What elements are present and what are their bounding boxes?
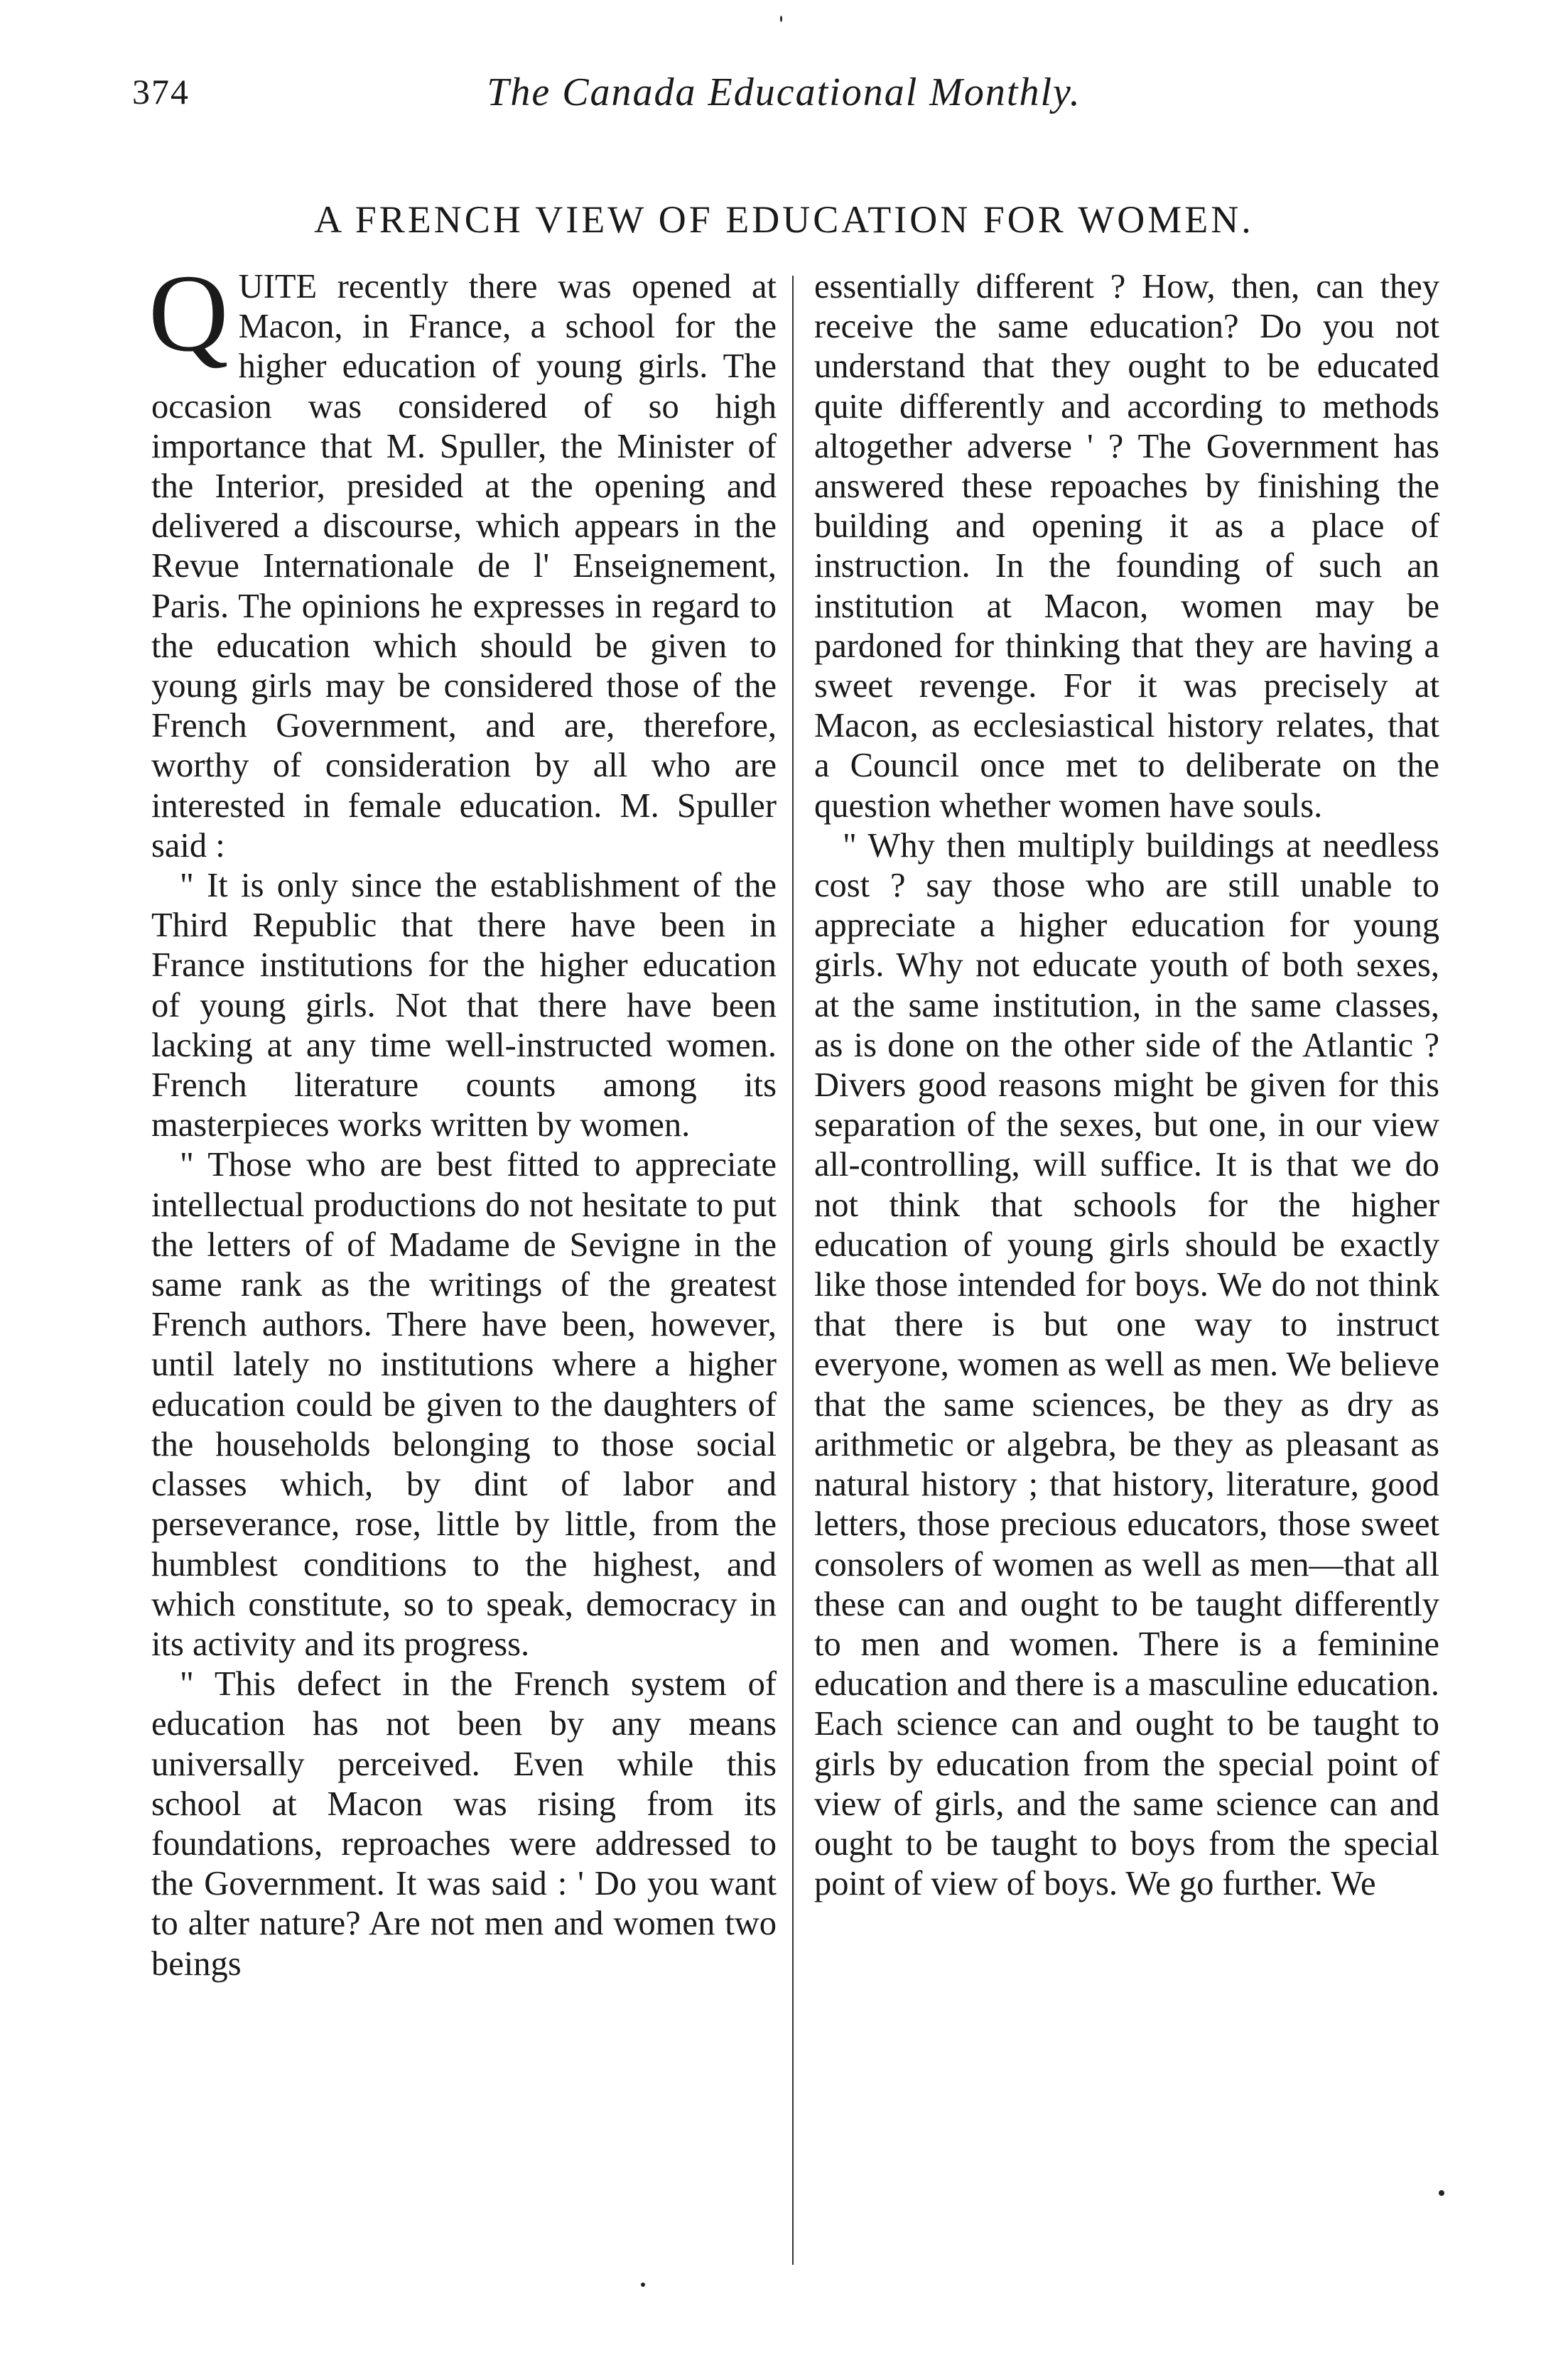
paragraph-4: " This defect in the French system of education has not been by any means universally perceived. Even while this school at Macon was rising from its foundations, reproaches were addressed to the Government. It was said : ' Do you want to alter nature? Are not men and women two beings: [151, 1665, 777, 1983]
paragraph-1: [148, 251, 777, 866]
running-title: The Canada Educational Monthly.: [487, 70, 1081, 114]
column-rule: [792, 276, 794, 2265]
print-speck-corner: [1439, 2190, 1444, 2196]
paragraph-3: " Those who are best fitted to appreciate intellectual productions do not hesitate to put the letters of of Madame de Sevigne in the same rank as the writings of the greatest French authors. There have been, however, until lately no institutions where a higher education could be given to the daughters of the households belonging to those social classes which, by dint of labor and perseverance, rose, little by little, from the humblest conditions to the highest, and which constitute, so to speak, democracy in its activity and its progress.: [151, 1146, 777, 1663]
left-column: [148, 251, 777, 1984]
drop-cap: Q: [148, 251, 229, 374]
print-speck-top: [780, 16, 782, 22]
paragraph-6: " Why then multiply buildings at needless cost ? say those who are still unable to appreciate a higher education for young girls. Why not educate youth of both sexes, at the same institution, in the same classes, as is done on the other side of the Atlantic ? Divers good reasons might be given for this separation of the sexes, but one, in our view all-controlling, will suffice. It is that we do not think that schools for the higher education of young girls should be exactly like those intended for boys. We do not think that there is but one way to instruct everyone, women as well as men. We believe that the same sciences, be they as dry as arithmetic or algebra, be they as pleasant as natural history ; that history, literature, good letters, those precious educators, those sweet consolers of women as well as men—that all these can and ought to be taught differently to men and women. There is a feminine education and there is a masculine education. Each science can and ought to be taught to girls by education from the special point of view of girls, and the same science can and ought to be taught to boys from the special point of view of boys. We go further. We: [814, 826, 1440, 1903]
article-title: A FRENCH VIEW OF EDUCATION FOR WOMEN.: [314, 198, 1254, 241]
page-number: 374: [132, 72, 190, 112]
paragraph-1-text: UITE recently there was opened at Macon, in France, a school for the higher education of young girls. The occasion was considered of so high importance that M. Spuller, the Minister of the Interior, presided at the opening and delivered a discourse, which appears in the Revue Internationale de l' Enseignement, Paris. The opinions he expresses in regard to the education which should be given to young girls may be considered those of the French Government, and are, therefore, worthy of consideration by all who are interested in female education. M. Spuller said :: [151, 268, 777, 865]
paragraph-2: " It is only since the establishment of the Third Republic that there have been in France institutions for the higher education of young girls. Not that there have been lacking at any time well-instructed women. French literature counts among its masterpieces works written by women.: [151, 867, 777, 1144]
right-column: [814, 267, 1439, 1904]
paragraph-5: essentially different ? How, then, can they receive the same education? Do you not understand that they ought to be educated quite differently and according to methods altogether adverse ' ? The Government has answered these repoaches by finishing the building and opening it as a place of instruction. In the founding of such an institution at Macon, women may be pardoned for thinking that they are having a sweet revenge. For it was precisely at Macon, as ecclesiastical history relates, that a Council once met to deliberate on the question whether women have souls.: [814, 268, 1439, 825]
print-speck-bottom: [641, 2283, 645, 2287]
